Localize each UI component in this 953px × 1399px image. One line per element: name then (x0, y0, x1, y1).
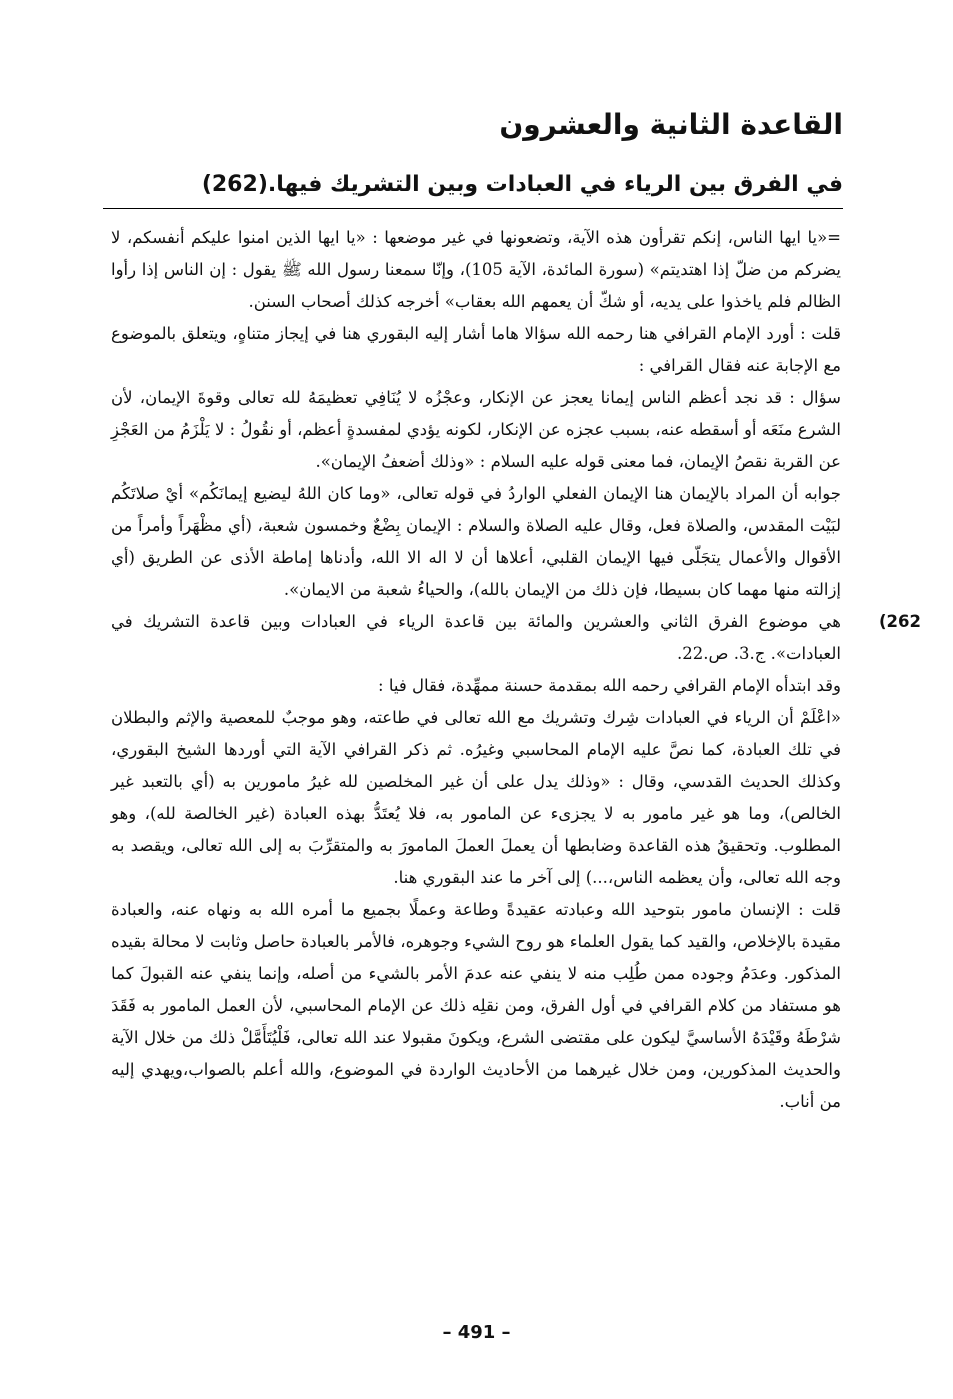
footnote-number: (262 (879, 612, 921, 631)
main-text (111, 222, 921, 1118)
paragraph-hadith: =«يا ايها الناس، إنكم تقرأون هذه الآية، وتضعونها في غير موضعها : «يا ايها الذين امنوا عليكم أنفسكم، لا يضركم من ضلّ إذا اهتديتم» (سورة المائدة، الآية 105)، وإنّا سمعنا رسول الله ﷺ يقول : إن الناس إذا رأوا الظالم فلم ياخذوا على يديه، أو شكّ أن يعمهم الله بعقاب» أخرجه كذلك أصحاب السنن. (111, 228, 842, 311)
footnote-paragraph: هي موضوع الفرق الثاني والعشرين والمائة بين قاعدة الرياء في العبادات وبين قاعدة التشريك في العبادات». ج.3. ص.22. (111, 612, 841, 663)
footnote-paragraph: قلت : الإنسان مامور بتوحيد الله وعبادته عقيدةً وطاعة وعملًا بجميع ما أمره الله به ونهاه عنه، والعبادة مقيدة بالإخلاص، والقيد كما يقول العلماء هو روح الشيء وجوهره، فالأمر بالعبادة حاصل وثابت لا محالة بقيده المذكور. وعدَمُ وجوده ممن طُلِب منه لا ينفي عنه عدمَ الأمر بالشيء من أصله، وإنما ينفي عنه القبولَ كما هو مستفاد من كلام القرافي في أول الفرق، ومن نقلِه ذلك عن الإمام المحاسبي، لأن العمل المامور به فَقَدَ شرْطَهُ وقَيْدَهُ الأساسيَّ ليكون على مقتضى الشرع، ويكونَ مقبولا عند الله تعالى، فَلْيُتَأَمَّلْ ذلك من خلال الآية والحديث المذكورين، ومن خلال غيرهما من الأحاديث الواردة في الموضوع، والله أعلم بالصواب،ويهدي إليه من أناب. (111, 900, 841, 1111)
paragraph-qultu: قلت : أورد الإمام القرافي هنا رحمه الله سؤالا هاما أشار إليه البقوري هنا في إيجاز متناهٍ، ويتعلق بالموضوع مع الإجابة عنه فقال القرافي : (111, 324, 841, 375)
footnote-paragraph: «اعْلَمْ أن الرياء في العبادات شِرك وتشريك مع الله تعالى في طاعته، وهو موجبٌ للمعصية والإثم والبطلان في تلك العبادة، كما نصَّ عليه الإمام المحاسبي وغيرُه. ثم ذكر القرافي الآية التي أوردها الشيخ البقوري، وكذلك الحديث القدسي، وقال : «وذلك يدل على أن غير المخلصين لله غيرُ مامورين به (أي بالتعبد غير الخالص)، وما هو غير مامور به لا يجزىء عن المامور به، فلا يُعتَدُّ بهذه العبادة (غير الخالصة لله)، وهو المطلوب. وتحقيقُ هذه القاعدة وضابطها أن يعملَ العملَ المامورَ به والمتقرِّبَ به إلى الله تعالى، ويقصد به وجه الله تعالى، وأن يعظمه الناس،...) إلى آخر ما عند البقوري هنا. (111, 708, 841, 887)
chapter-heading: القاعدة الثانية والعشرون (499, 108, 843, 141)
title-rule (103, 208, 843, 209)
paragraph-answer: جوابه أن المراد بالإيمان هنا الإيمان الفعلي الواردُ في قوله تعالى، «وما كان اللهُ ليضيع إيمانَكُم» أيْ صلاتَكُم لبَيْت المقدس، والصلاة فعل، وقال عليه الصلاة والسلام : الإيمان بِضْعٌ وخمسون شعبة، (أي مظْهَراً وأمراً من الأقوال والأعمال يتجَلّى فيها الإيمان القلبي، أعلاها أن لا اله الا الله، وأدناها إماطة الأذى عن الطريق (أي إزالته منها مهما كان بسيطا، فإن ذلك من الإيمان بالله)، والحياءُ شعبة من الايمان». (111, 484, 841, 599)
footnote (111, 606, 921, 1118)
paragraph-question: سؤال : قد نجد أعظم الناس إيمانا يعجز عن الإنكار، وعجْزُه لا يُنَافِي تعظيمَهُ لله تعالى وقوةَ الإيمان، لأن الشرع منَعَه أو أسقطه عنه، بسبب عجزه عن الإنكار، لكونه يؤدي لمفسدةٍ أعظم، أو نقُولُ : لا يَلْزَمُ من العَجْزِ عن القربة نقصُ الإيمان، فما معنى قوله عليه السلام : «وذلك أضعفُ الإيمان». (111, 388, 841, 471)
chapter-subtitle: في الفرق بين الرياء في العبادات وبين التشريك فيها.(262) (201, 172, 843, 197)
footnote-paragraph: وقد ابتدأه الإمام القرافي رحمه الله بمقدمة حسنة ممهِّدة، فقال فيا : (378, 676, 841, 695)
page-number: – 491 – (442, 1322, 511, 1343)
